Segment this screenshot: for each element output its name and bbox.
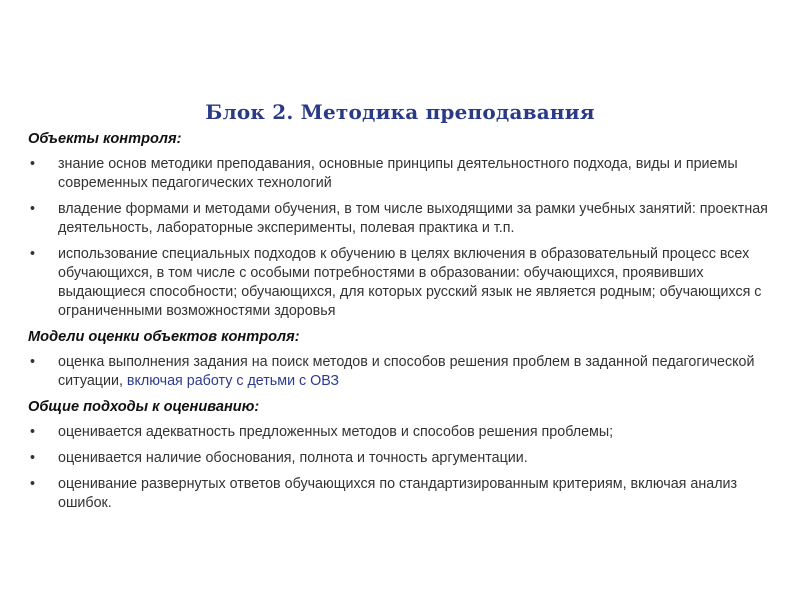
list-item-highlight: включая работу с детьми с ОВЗ — [126, 373, 339, 389]
bullet-icon: • — [30, 476, 36, 492]
list-item — [28, 449, 780, 468]
list-item-text: оценка выполнения задания на поиск методов и способов решения проблем в заданной педагогической ситуации, — [58, 354, 755, 389]
section-heading-general-approaches: Общие подходы к оцениванию: — [28, 399, 260, 415]
list-item — [28, 200, 780, 238]
general-approaches-list — [28, 423, 780, 513]
list-item-text: знание основ методики преподавания, основные принципы деятельностного подхода, виды и приемы современных педагогических технологий — [58, 156, 738, 191]
slide-title: Блок 2. Методика преподавания — [205, 100, 595, 124]
assessment-models-list — [28, 353, 780, 391]
bullet-icon: • — [30, 450, 36, 466]
bullet-icon: • — [30, 424, 36, 440]
bullet-icon: • — [30, 246, 36, 262]
list-item-text: оценивается наличие обоснования, полнота и точность аргументации. — [58, 450, 528, 466]
list-item-text: оценивание развернутых ответов обучающихся по стандартизированным критериям, включая анализ ошибок. — [58, 476, 738, 511]
list-item — [28, 245, 780, 321]
bullet-icon: • — [30, 156, 36, 172]
bullet-icon: • — [30, 201, 36, 217]
list-item — [28, 475, 780, 513]
slide-content — [28, 130, 780, 520]
list-item-text: использование специальных подходов к обучению в целях включения в образовательный процесс всех обучающихся, в том числе с особыми потребностями в образовании: обучающихся, проявивших выдающиеся способности; обучающихся, для которых русский язык не является родным; обучающихся с ограниченными возможностями здоровья — [58, 246, 762, 319]
list-item — [28, 353, 780, 391]
list-item-text: владение формами и методами обучения, в том числе выходящими за рамки учебных занятий: проектная деятельность, лабораторные эксперименты, полевая практика и т.п. — [58, 201, 768, 236]
bullet-icon: • — [30, 354, 36, 370]
list-item — [28, 423, 780, 442]
control-objects-list — [28, 155, 780, 321]
section-heading-control-objects: Объекты контроля: — [28, 131, 182, 147]
list-item — [28, 155, 780, 193]
section-heading-assessment-models: Модели оценки объектов контроля: — [28, 329, 300, 345]
list-item-text: оценивается адекватность предложенных методов и способов решения проблемы; — [58, 424, 614, 440]
